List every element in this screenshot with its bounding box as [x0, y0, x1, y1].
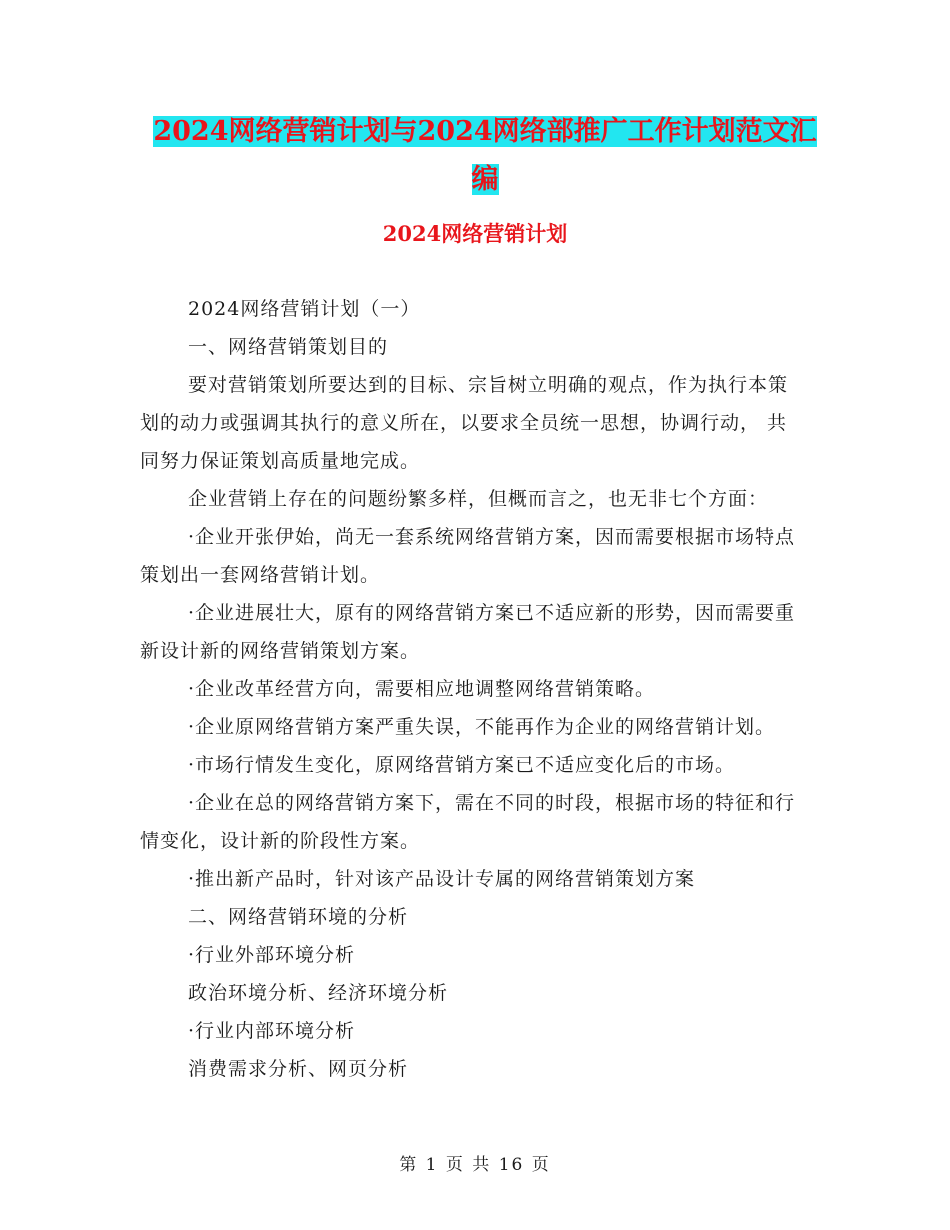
paragraph: 消费需求分析、网页分析 [188, 1058, 409, 1080]
paragraph: 企业营销上存在的问题纷繁多样，但概而言之，也无非七个方面： [188, 488, 769, 510]
paragraph: ·企业开张伊始，尚无一套系统网络营销方案，因而需要根据市场特点策划出一套网络营销计划。 [140, 526, 796, 586]
paragraph: ·企业进展壮大，原有的网络营销方案已不适应新的形势，因而需要重新设计新的网络营销策划方案。 [140, 602, 796, 662]
page-footer: 第 1 页 共 16 页 [399, 1155, 551, 1175]
paragraph: ·企业改革经营方向，需要相应地调整网络营销策略。 [188, 678, 656, 700]
title-highlight: 2024网络营销计划与2024网络部推广工作计划范文汇编 [153, 116, 817, 195]
paragraph: ·市场行情发生变化，原网络营销方案已不适应变化后的市场。 [188, 754, 736, 776]
document-title [140, 108, 830, 204]
paragraph: 2024网络营销计划（一） [188, 298, 421, 320]
paragraph: ·行业内部环境分析 [188, 1020, 356, 1042]
paragraph: ·推出新产品时，针对该产品设计专属的网络营销策划方案 [188, 868, 696, 890]
paragraph: 政治环境分析、经济环境分析 [188, 982, 449, 1004]
paragraph: ·企业在总的网络营销方案下，需在不同的时段，根据市场的特征和行情变化，设计新的阶段性方案。 [140, 792, 796, 852]
paragraph: 二、网络营销环境的分析 [188, 906, 409, 928]
document-body [140, 290, 800, 1088]
section-title: 2024网络营销计划 [382, 221, 568, 246]
paragraph: ·企业原网络营销方案严重失误，不能再作为企业的网络营销计划。 [188, 716, 776, 738]
paragraph: ·行业外部环境分析 [188, 944, 356, 966]
paragraph: 要对营销策划所要达到的目标、宗旨树立明确的观点，作为执行本策划的动力或强调其执行的意义所在，以要求全员统一思想，协调行动， 共同努力保证策划高质量地完成。 [140, 374, 789, 472]
paragraph: 一、网络营销策划目的 [188, 336, 389, 358]
